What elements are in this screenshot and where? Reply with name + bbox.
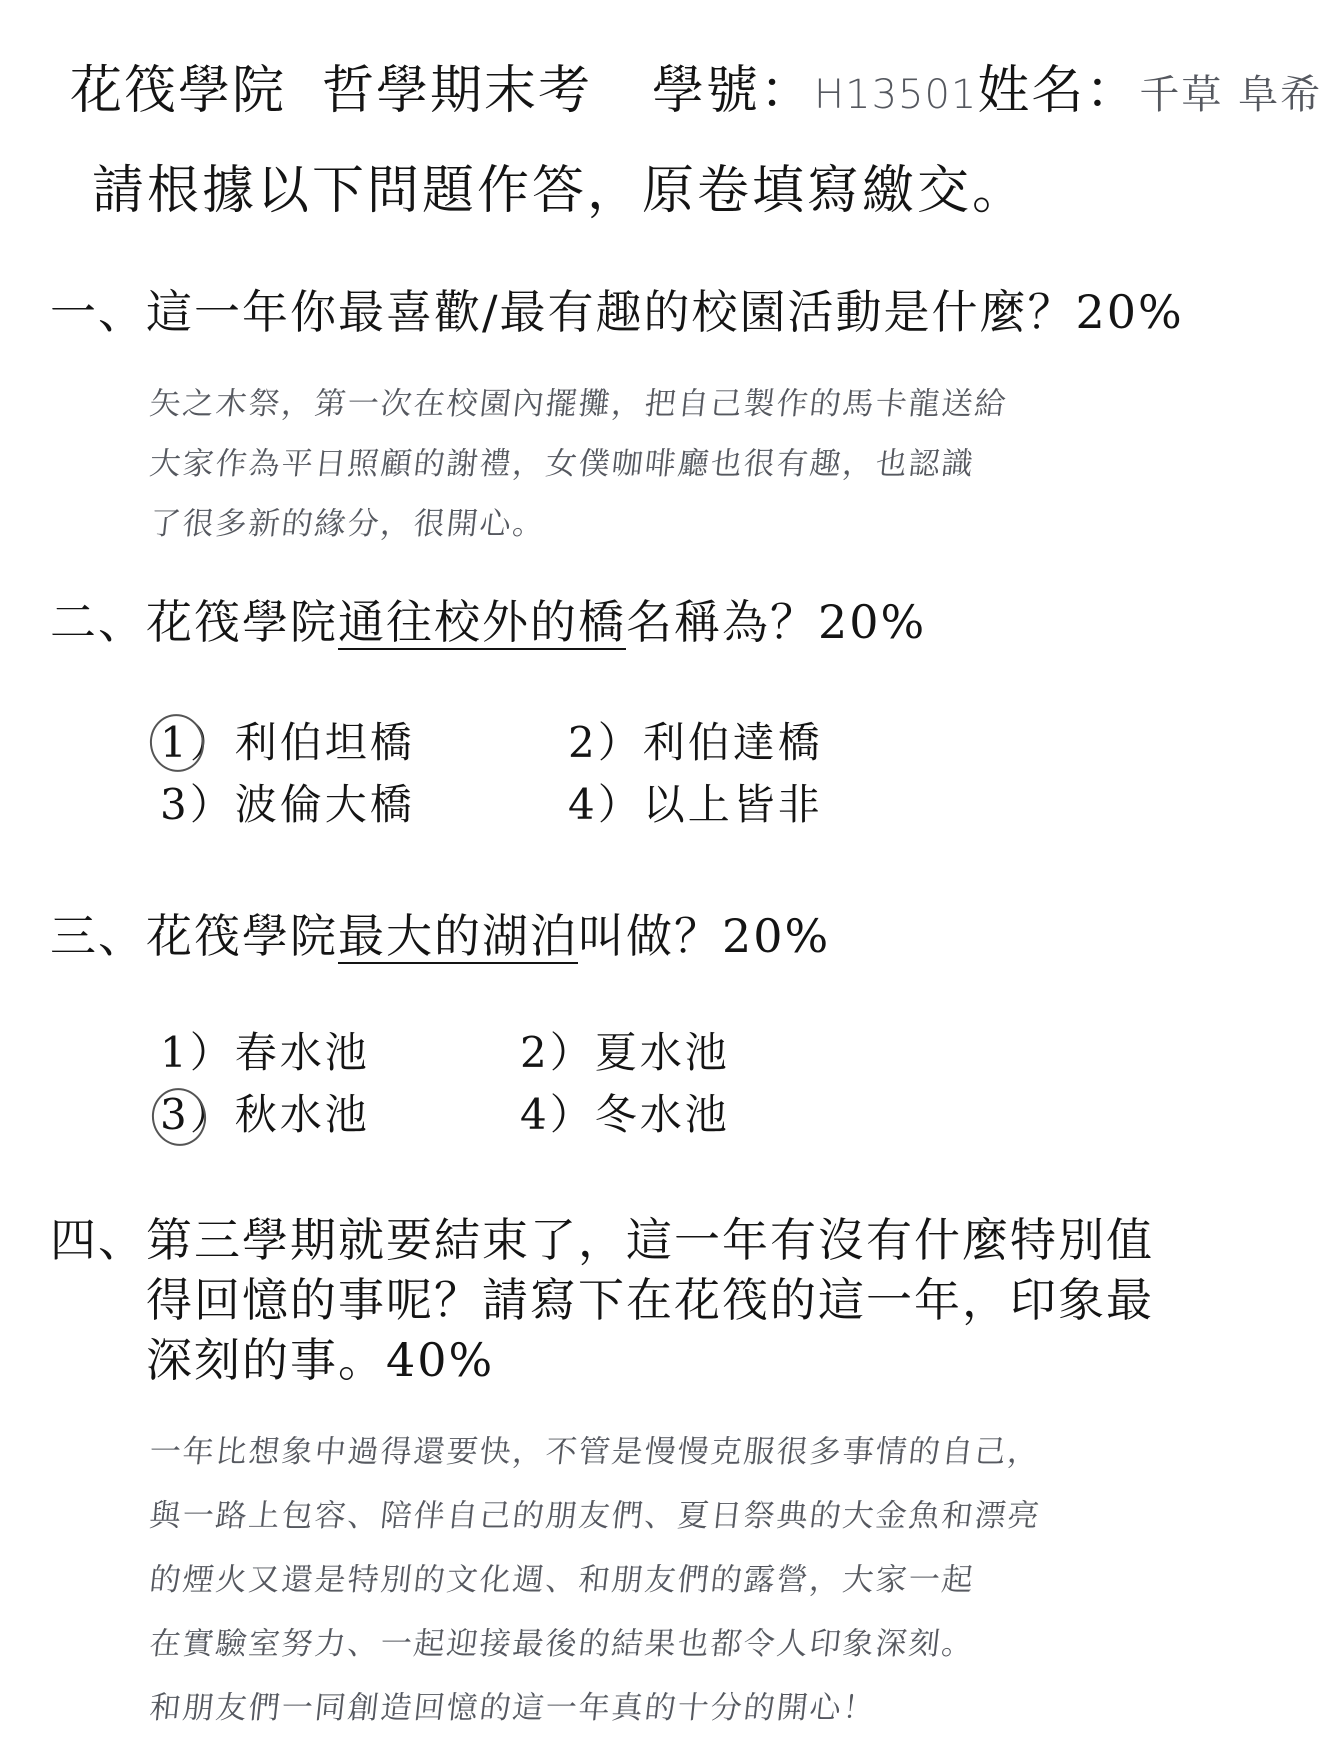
student-name-value: 千草 阜希 — [1139, 72, 1322, 118]
answer-1-line: 矢之木祭，第一次在校園內擺攤，把自己製作的馬卡龍送給 — [147, 386, 1010, 422]
question-2-number: 二、 — [50, 595, 146, 649]
question-4-text: 第三學期就要結束了，這一年有沒有什麼特別值得回憶的事呢？請寫下在花筏的這一年，印象最深刻的事。40% — [146, 1213, 1154, 1387]
exam-title: 哲學期末考 — [322, 61, 593, 121]
question-2-text-pre: 花筏學院 — [146, 595, 338, 649]
question-3-underlined-text: 最大的湖泊 — [338, 909, 578, 963]
answer-4-line: 和朋友們一同創造回憶的這一年真的十分的開心！ — [147, 1690, 878, 1726]
student-id-value: H13501 — [814, 72, 978, 118]
question-4-number: 四、 — [50, 1213, 146, 1267]
answer-1-line: 了很多新的緣分，很開心。 — [147, 506, 548, 542]
question-3-number: 三、 — [50, 909, 146, 963]
answer-1-line: 大家作為平日照顧的謝禮，女僕咖啡廳也很有趣，也認識 — [147, 446, 977, 482]
question-2-text-post: 名稱為？20% — [626, 595, 927, 649]
question-1 — [50, 276, 1184, 342]
exam-instruction: 請根據以下問題作答，原卷填寫繳交。 — [92, 161, 1028, 221]
school-name: 花筏學院 — [70, 61, 287, 121]
name-label: 姓名： — [977, 61, 1140, 121]
q3-option-4[interactable]: 4）冬水池 — [520, 1090, 730, 1139]
question-1-number: 一、 — [50, 285, 146, 339]
question-3 — [50, 900, 830, 966]
q2-option-3[interactable]: 3）波倫大橋 — [160, 780, 415, 829]
q3-option-3[interactable]: 3）秋水池 — [160, 1090, 370, 1139]
question-4 — [50, 1210, 1190, 1390]
question-1-text: 這一年你最喜歡/最有趣的校園活動是什麼？20% — [146, 285, 1184, 339]
question-3-text-post: 叫做？20% — [578, 909, 831, 963]
question-2-underlined-text: 通往校外的橋 — [338, 595, 626, 649]
q2-option-2[interactable]: 2）利伯達橋 — [568, 718, 823, 767]
question-2 — [50, 586, 926, 652]
question-3-text-pre: 花筏學院 — [146, 909, 338, 963]
student-id-label: 學號： — [652, 61, 815, 121]
q2-option-1[interactable]: 1）利伯坦橋 — [160, 718, 415, 767]
answer-4-line: 在實驗室努力、一起迎接最後的結果也都令人印象深刻。 — [147, 1626, 977, 1662]
answer-4-line: 一年比想象中過得還要快，不管是慢慢克服很多事情的自己， — [147, 1434, 1043, 1470]
q2-option-4[interactable]: 4）以上皆非 — [568, 780, 823, 829]
exam-header — [70, 48, 1322, 123]
q3-option-1[interactable]: 1）春水池 — [160, 1028, 370, 1077]
answer-4-line: 與一路上包容、陪伴自己的朋友們、夏日祭典的大金魚和漂亮 — [147, 1498, 1043, 1534]
q3-option-2[interactable]: 2）夏水池 — [520, 1028, 730, 1077]
answer-4-line: 的煙火又還是特別的文化週、和朋友們的露營，大家一起 — [147, 1562, 977, 1598]
